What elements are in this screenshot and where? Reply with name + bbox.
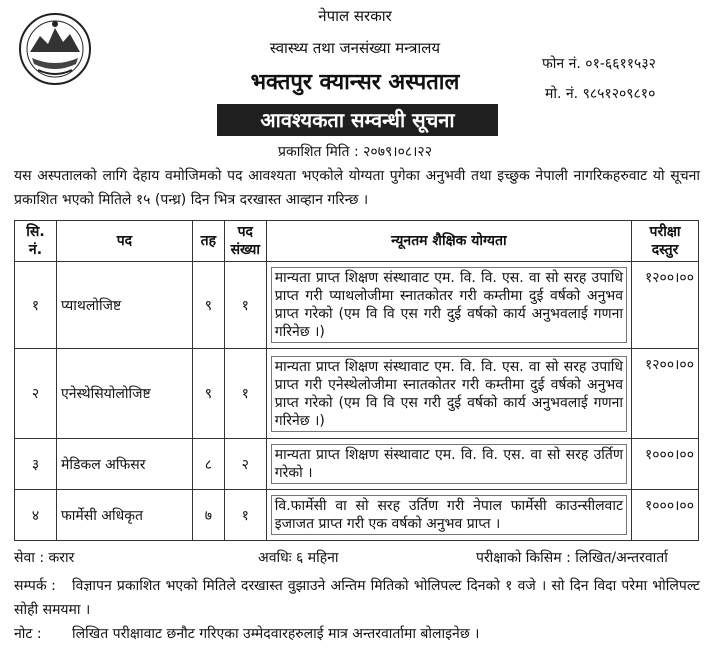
row-sn: ३ bbox=[15, 439, 57, 490]
ministry-name: स्वास्थ्य तथा जनसंख्या मन्त्रालय bbox=[269, 39, 441, 57]
row-sn: २ bbox=[15, 349, 57, 439]
row-post: प्याथलोजिष्ट bbox=[56, 262, 192, 349]
header-sn: सि. नं. bbox=[15, 221, 57, 262]
row-qualification: मान्यता प्राप्त शिक्षण संस्थावाट एम. वि. वि. एस. वा सो सरह उपाधि प्राप्त गरी प्याथलोजीमा स्नातकोतर गरी कम्तीमा दुई वर्षको अनुभव प्राप्त गरेको (एम वि वि एस गरी दुई वर्षको कार्य अनुभवलाई गणना गरिनेछ ।) bbox=[266, 262, 631, 349]
hospital-name: भक्तपुर क्यान्सर अस्पताल bbox=[250, 70, 460, 95]
note bbox=[14, 624, 479, 643]
row-count: १ bbox=[224, 349, 266, 439]
header-post: पद bbox=[56, 221, 192, 262]
notice-title: आवश्यकता सम्वन्धी सूचना bbox=[217, 104, 498, 136]
table-row bbox=[15, 439, 699, 490]
service-type: सेवा : करार bbox=[14, 550, 75, 566]
contact-text: विज्ञापन प्रकाशित भएको मितिले दरखास्त वुझाउने अन्तिम मितिको भोलिपल्ट दिनको १ वजे । सो दिन विदा परेमा भोलिपल्ट सोही समयमा । bbox=[14, 578, 700, 618]
government-name: नेपाल सरकार bbox=[318, 7, 392, 25]
note-label: नोट : bbox=[14, 626, 42, 642]
row-post: एनेस्थेसियोलोजिष्ट bbox=[56, 349, 192, 439]
header-qualification: न्यूनतम शैक्षिक योग्यता bbox=[266, 221, 631, 262]
row-qualification: मान्यता प्राप्त शिक्षण संस्थावाट एम. वि. वि. एस. वा सो सरह उर्तिण गरेको । bbox=[266, 439, 631, 490]
contact-info bbox=[14, 574, 700, 622]
row-qualification: मान्यता प्राप्त शिक्षण संस्थावाट एम. वि. वि. एस. वा सो सरह उपाधि प्राप्त गरी एनेस्थेलोजीमा स्नातकोतर गरी कम्तीमा दुई वर्षको अनुभव प्राप्त गरेको (एम वि वि एस गरी दुई वर्षको कार्य अनुभवलाई गणना गरिनेछ ।) bbox=[266, 349, 631, 439]
table-row bbox=[15, 262, 699, 349]
intro-paragraph: यस अस्पतालको लागि देहाय वमोजिमको पद आवश्यता भएकोले योग्यता पुगेका अनुभवी तथा इच्छुक नेपाली नागरिकहरुवाट यो सूचना प्रकाशित भएको मितिले १५ (पन्ध्र) दिन भित्र दरखास्त आव्हान गरिन्छ । bbox=[14, 168, 700, 208]
published-date: प्रकाशित मिति : २०७९।०८।२२ bbox=[278, 144, 432, 160]
row-level: ९ bbox=[192, 262, 224, 349]
row-count: २ bbox=[224, 439, 266, 490]
note-text: लिखित परीक्षावाट छनौट गरिएका उम्मेदवारहरुलाई मात्र अन्तरवार्तामा बोलाइनेछ । bbox=[72, 626, 480, 642]
table-row bbox=[15, 490, 699, 541]
exam-type: परीक्षाको किसिम : लिखित/अन्तरवार्ता bbox=[476, 550, 668, 566]
row-fee: १०००।०० bbox=[632, 490, 699, 541]
row-qualification: वि.फार्मेसी वा सो सरह उर्तिण गरी नेपाल फार्मेसी काउन्सीलवाट इजाजत प्राप्त गरी एक वर्षको अनुभव प्राप्त । bbox=[266, 490, 631, 541]
row-level: ८ bbox=[192, 439, 224, 490]
row-post: फार्मेसी अधिकृत bbox=[56, 490, 192, 541]
row-fee: १२००।०० bbox=[632, 262, 699, 349]
vacancy-table bbox=[14, 220, 699, 541]
row-post: मेडिकल अफिसर bbox=[56, 439, 192, 490]
row-fee: १०००।०० bbox=[632, 439, 699, 490]
row-sn: १ bbox=[15, 262, 57, 349]
row-sn: ४ bbox=[15, 490, 57, 541]
row-fee: १२००।०० bbox=[632, 349, 699, 439]
row-count: १ bbox=[224, 262, 266, 349]
table-row bbox=[15, 349, 699, 439]
row-level: ९ bbox=[192, 349, 224, 439]
contact-label: सम्पर्क : bbox=[14, 578, 56, 594]
row-count: १ bbox=[224, 490, 266, 541]
row-level: ७ bbox=[192, 490, 224, 541]
table-header-row bbox=[15, 221, 699, 262]
phone-number: फोन नं. ०१-६६११५३२ bbox=[542, 56, 656, 72]
contract-duration: अवधिः ६ महिना bbox=[258, 550, 339, 566]
header-count: पद संख्या bbox=[224, 221, 266, 262]
mobile-number: मो. नं. ९८५१२०९८१० bbox=[545, 86, 656, 102]
header-level: तह bbox=[192, 221, 224, 262]
header-fee: परीक्षा दस्तुर bbox=[632, 221, 699, 262]
